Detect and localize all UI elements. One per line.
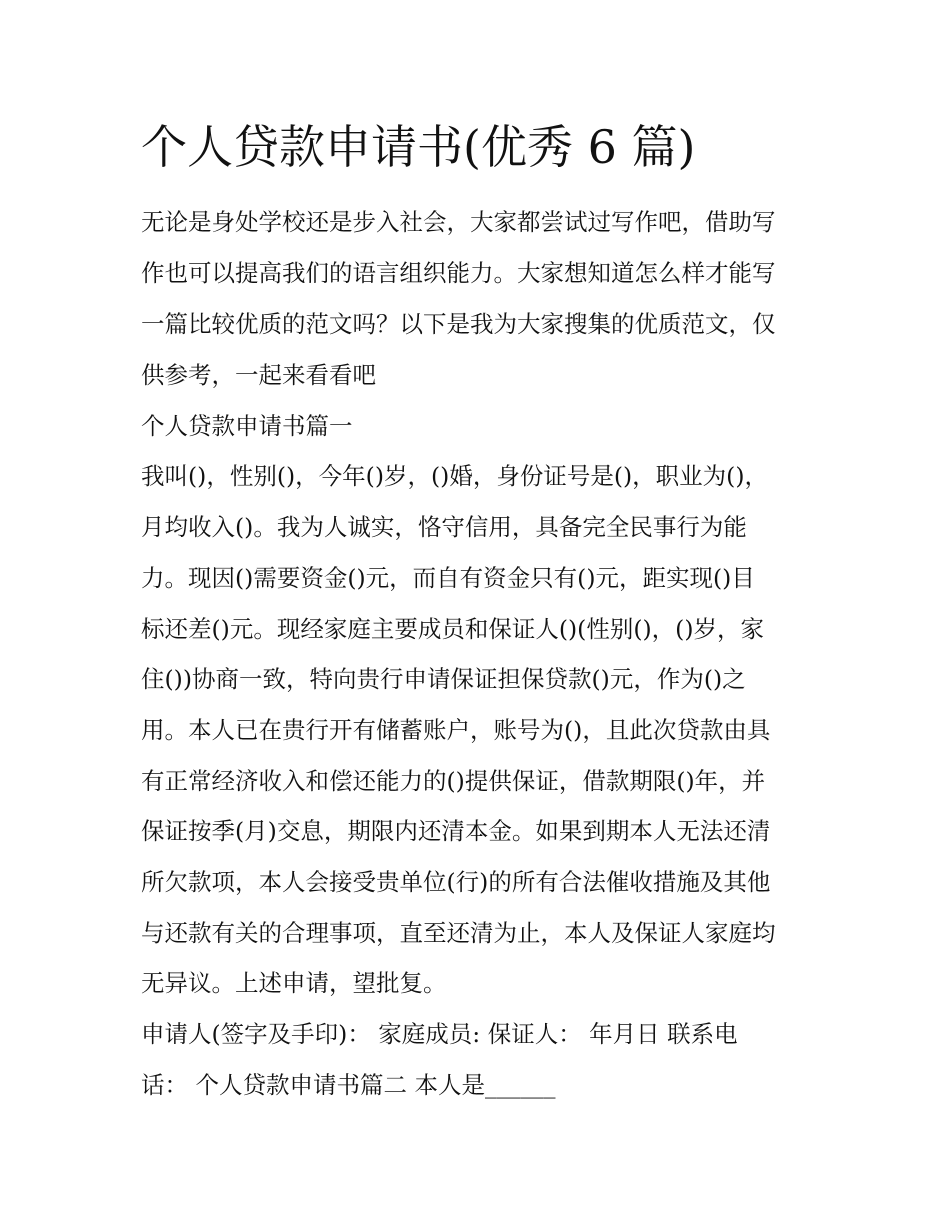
body-line-8: 保证按季(月)交息，期限内还清本金。如果到期本人无法还清 xyxy=(141,817,771,845)
intro-line-2: 作也可以提高我们的语言组织能力。大家想知道怎么样才能写 xyxy=(141,259,776,287)
body-line-3: 力。现因()需要资金()元，而自有资金只有()元，距实现()目 xyxy=(141,564,755,592)
body-line-2: 月均收入()。我为人诚实，恪守信用，具备完全民事行为能 xyxy=(141,513,747,541)
intro-line-4: 供参考，一起来看看吧 xyxy=(141,361,376,389)
body-line-1: 我叫()，性别()，今年()岁，()婚，身份证号是()，职业为()， xyxy=(141,462,769,490)
body-line-9: 所欠款项，本人会接受贵单位(行)的所有合法催收措施及其他 xyxy=(141,868,771,896)
section-heading-1: 个人贷款申请书篇一 xyxy=(141,412,353,440)
body-line-4: 标还差()元。现经家庭主要成员和保证人()(性别()，()岁，家 xyxy=(141,615,765,643)
intro-line-3: 一篇比较优质的范文吗？以下是我为大家搜集的优质范文，仅 xyxy=(141,310,776,338)
signature-line-1: 申请人(签字及手印)： 家庭成员: 保证人： 年月日 联系电 xyxy=(141,1020,738,1048)
body-line-7: 有正常经济收入和偿还能力的()提供保证，借款期限()年，并 xyxy=(141,767,766,795)
body-line-10: 与还款有关的合理事项，直至还清为止，本人及保证人家庭均 xyxy=(141,919,776,947)
intro-line-1: 无论是身处学校还是步入社会，大家都尝试过写作吧，借助写 xyxy=(141,208,776,236)
body-line-11: 无异议。上述申请，望批复。 xyxy=(141,969,447,997)
body-line-6: 用。本人已在贵行开有储蓄账户，账号为()，且此次贷款由具 xyxy=(141,716,771,744)
signature-line-2: 话： 个人贷款申请书篇二 本人是______ xyxy=(141,1071,556,1099)
body-line-5: 住())协商一致，特向贵行申请保证担保贷款()元，作为()之 xyxy=(141,665,746,693)
document-title: 个人贷款申请书(优秀 6 篇) xyxy=(141,120,696,174)
